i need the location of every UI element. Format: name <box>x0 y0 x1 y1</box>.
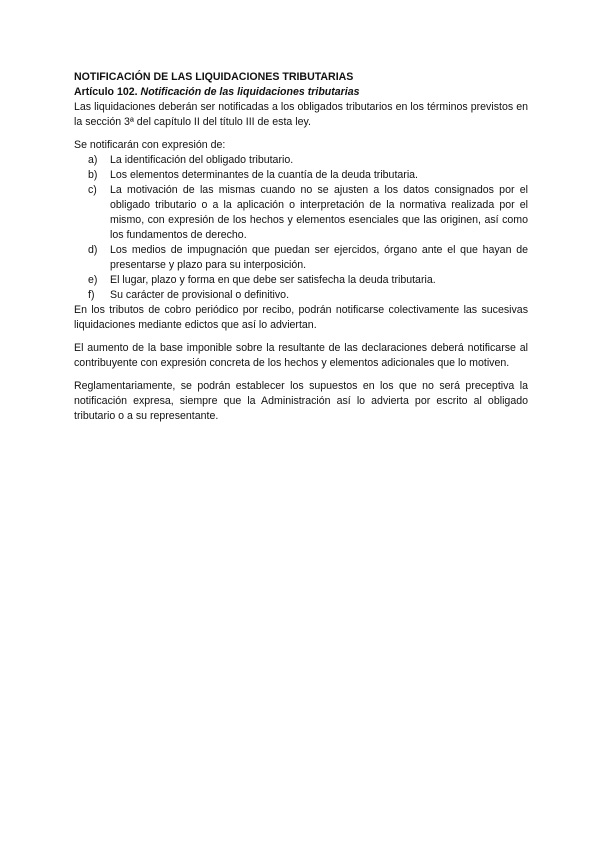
list-item-text: El lugar, plazo y forma en que debe ser satisfecha la deuda tributaria. <box>110 274 436 286</box>
list-item <box>74 168 528 183</box>
list-marker: c) <box>88 184 97 196</box>
periodic-paragraph: En los tributos de cobro periódico por recibo, podrán notificarse colectivamente las sucesivas liquidaciones mediante edictos que así lo adviertan. <box>74 304 528 331</box>
list-item-text: Los medios de impugnación que puedan ser ejercidos, órgano ante el que hayan de presentarse y plazo para su interposición. <box>110 244 528 271</box>
list-item-text: La motivación de las mismas cuando no se ajusten a los datos consignados por el obligado tributario o a la aplicación o interpretación de la normativa realizada por el mismo, con expresión de los hechos y elementos esenciales que las originen, así como los fundamentos de derecho. <box>110 184 528 241</box>
article-title: Notificación de las liquidaciones tributarias <box>140 86 360 98</box>
intro-paragraph: Las liquidaciones deberán ser notificadas a los obligados tributarios en los términos previstos en la sección 3ª del capítulo II del título III de esta ley. <box>74 101 528 128</box>
list-marker: f) <box>88 289 95 301</box>
list-marker: b) <box>88 169 98 181</box>
list-marker: d) <box>88 244 98 256</box>
list-marker: e) <box>88 274 98 286</box>
document-page <box>74 70 528 424</box>
list-item-text: Los elementos determinantes de la cuantía de la deuda tributaria. <box>110 169 419 181</box>
list-item <box>74 273 528 288</box>
list-marker: a) <box>88 154 98 166</box>
list-item <box>74 153 528 168</box>
list-item <box>74 288 528 303</box>
list-item-text: Su carácter de provisional o definitivo. <box>110 289 290 301</box>
article-header <box>74 85 528 100</box>
list-item <box>74 243 528 273</box>
list-item <box>74 183 528 243</box>
increase-paragraph: El aumento de la base imponible sobre la resultante de las declaraciones deberá notificarse al contribuyente con expresión concreta de los hechos y elementos adicionales que lo motiven. <box>74 342 528 369</box>
list-intro: Se notificarán con expresión de: <box>74 139 226 151</box>
notification-items-list <box>74 153 528 303</box>
section-heading: NOTIFICACIÓN DE LAS LIQUIDACIONES TRIBUTARIAS <box>74 71 354 83</box>
regulation-paragraph: Reglamentariamente, se podrán establecer los supuestos en los que no será preceptiva la notificación expresa, siempre que la Administración así lo advierta por escrito al obligado tributario o a su representante. <box>74 380 528 422</box>
list-item-text: La identificación del obligado tributario. <box>110 154 294 166</box>
article-number: Artículo 102. <box>74 86 138 98</box>
